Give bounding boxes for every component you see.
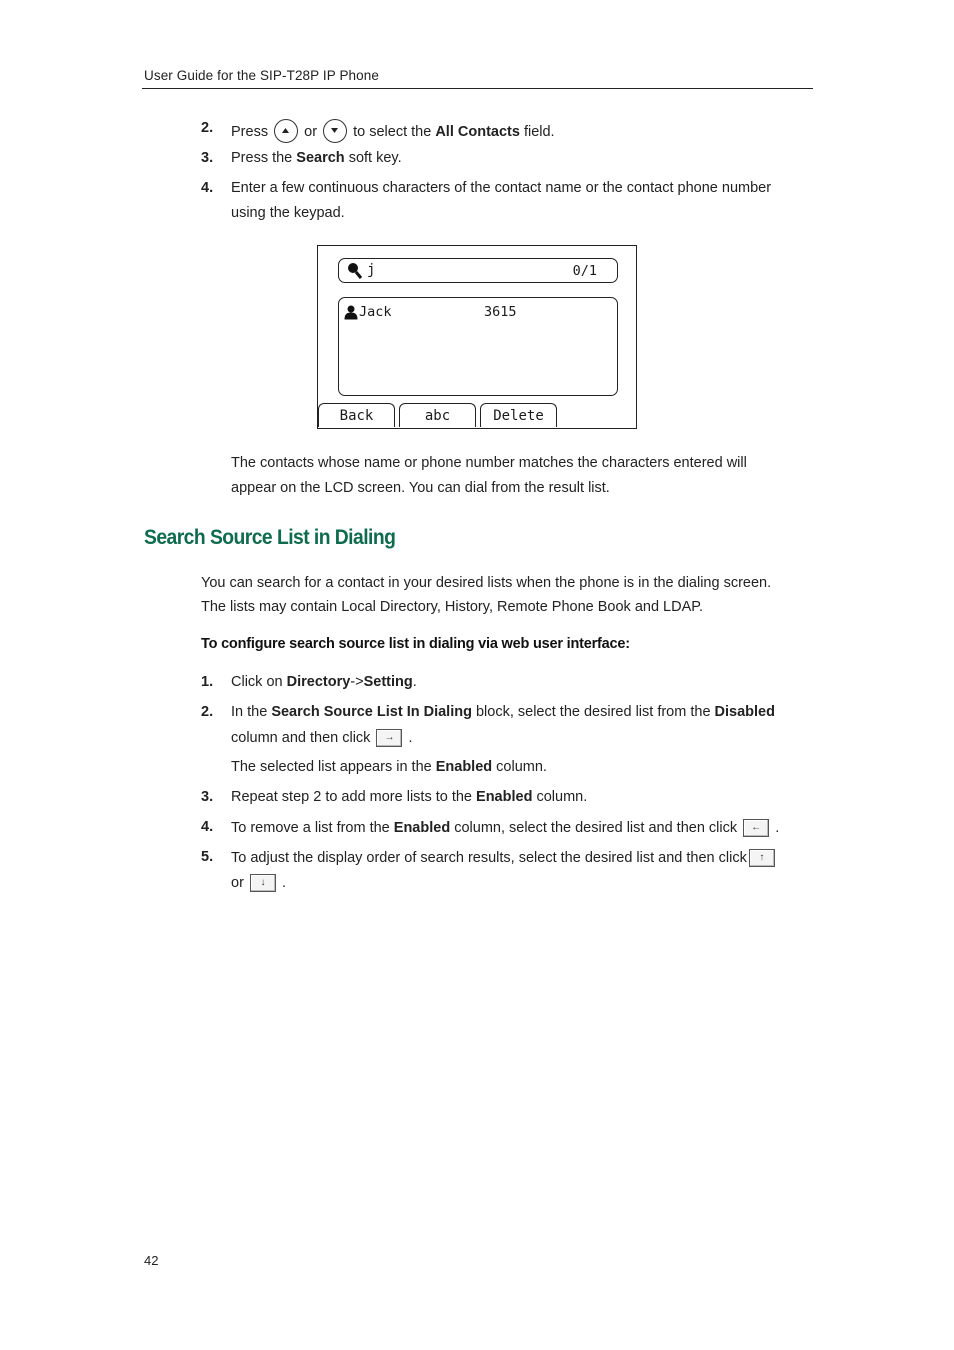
enabled-term: Enabled — [435, 759, 493, 775]
block-term: Search Source List In Dialing — [271, 704, 472, 720]
result-description: appear on the LCD screen. You can dial from the result list. — [231, 480, 610, 496]
down-arrow-key-icon — [323, 119, 347, 143]
step-text — [231, 120, 555, 144]
step-text: using the keypad. — [231, 205, 345, 221]
step-number: 2. — [201, 704, 214, 720]
enabled-term: Enabled — [393, 819, 451, 836]
step-text-part: -> — [350, 674, 364, 690]
step-text-part: . — [412, 674, 417, 690]
step-text-part: field. — [523, 123, 555, 140]
contact-person-icon — [344, 305, 358, 320]
step-text-part: or — [231, 874, 244, 891]
step-text-part: To remove a list from the — [231, 819, 390, 836]
step-text — [231, 849, 777, 867]
step-text — [231, 729, 413, 747]
procedure-title: To configure search source list in dialing via web user interface: — [201, 636, 630, 652]
down-arrow-button-icon: ↓ — [250, 874, 276, 892]
step-number: 2. — [201, 120, 214, 136]
up-arrow-key-icon — [274, 119, 298, 143]
step-text-part: column and then click — [231, 729, 371, 746]
magnifier-icon — [347, 262, 363, 280]
lcd-contact-number: 3615 — [484, 304, 517, 320]
section-intro: You can search for a contact in your desired lists when the phone is in the dialing screen. — [201, 575, 772, 591]
step-text-part: . — [281, 874, 286, 891]
lcd-softkey-delete: Delete — [480, 403, 557, 427]
step-text — [231, 704, 775, 720]
step-text — [231, 674, 417, 690]
all-contacts-term: All Contacts — [435, 123, 520, 140]
step-text-part: to select the — [353, 123, 432, 140]
step-number: 1. — [201, 674, 214, 690]
lcd-result-list — [338, 297, 618, 396]
lcd-softkey-abc: abc — [399, 403, 476, 427]
search-softkey-term: Search — [296, 150, 345, 166]
step-text-part: soft key. — [348, 150, 402, 166]
result-description: The contacts whose name or phone number matches the characters entered will — [231, 455, 747, 471]
running-header: User Guide for the SIP-T28P IP Phone — [144, 68, 379, 83]
step-text-part: The selected list appears in the — [231, 759, 432, 775]
lcd-search-query: j — [367, 262, 376, 278]
step-number: 5. — [201, 849, 214, 865]
header-rule — [142, 88, 813, 89]
step-text-part: To adjust the display order of search results, select the desired list and then click — [231, 849, 747, 866]
step-text — [231, 819, 779, 837]
step-text-part: Click on — [231, 674, 283, 690]
step-text-part: column. — [496, 759, 547, 775]
step-text-part: or — [304, 123, 318, 140]
step-text-part: Repeat step 2 to add more lists to the — [231, 789, 472, 805]
lcd-screen-figure — [317, 245, 637, 429]
step-text — [231, 874, 286, 892]
enabled-term: Enabled — [476, 789, 533, 805]
up-arrow-button-icon: ↑ — [749, 849, 775, 867]
step-text-part: column. — [536, 789, 588, 805]
step-text-part: Press — [231, 123, 269, 140]
step-number: 3. — [201, 150, 214, 166]
lcd-result-count: 0/1 — [572, 263, 597, 279]
menu-term-directory: Directory — [286, 674, 351, 690]
step-note — [231, 759, 547, 775]
left-arrow-button-icon: ← — [743, 819, 769, 837]
step-text — [231, 150, 402, 166]
menu-term-setting: Setting — [363, 674, 413, 690]
step-number: 4. — [201, 180, 214, 196]
step-text-part: . — [408, 729, 413, 746]
step-text-part: column, select the desired list and then click — [454, 819, 738, 836]
section-intro: The lists may contain Local Directory, History, Remote Phone Book and LDAP. — [201, 599, 704, 615]
page-number: 42 — [144, 1253, 159, 1268]
right-arrow-button-icon: → — [376, 729, 402, 747]
step-number: 4. — [201, 819, 214, 835]
step-text-part: In the — [231, 704, 268, 720]
step-text-part: Press the — [231, 150, 293, 166]
lcd-softkey-back: Back — [318, 403, 395, 427]
lcd-contact-name: Jack — [359, 304, 392, 320]
lcd-search-box — [338, 258, 618, 283]
disabled-term: Disabled — [714, 704, 775, 720]
step-text — [231, 789, 587, 805]
step-text-part: block, select the desired list from the — [475, 704, 711, 720]
step-text-part: . — [775, 819, 780, 836]
section-heading: Search Source List in Dialing — [144, 526, 396, 549]
step-number: 3. — [201, 789, 214, 805]
step-text: Enter a few continuous characters of the contact name or the contact phone number — [231, 180, 772, 196]
